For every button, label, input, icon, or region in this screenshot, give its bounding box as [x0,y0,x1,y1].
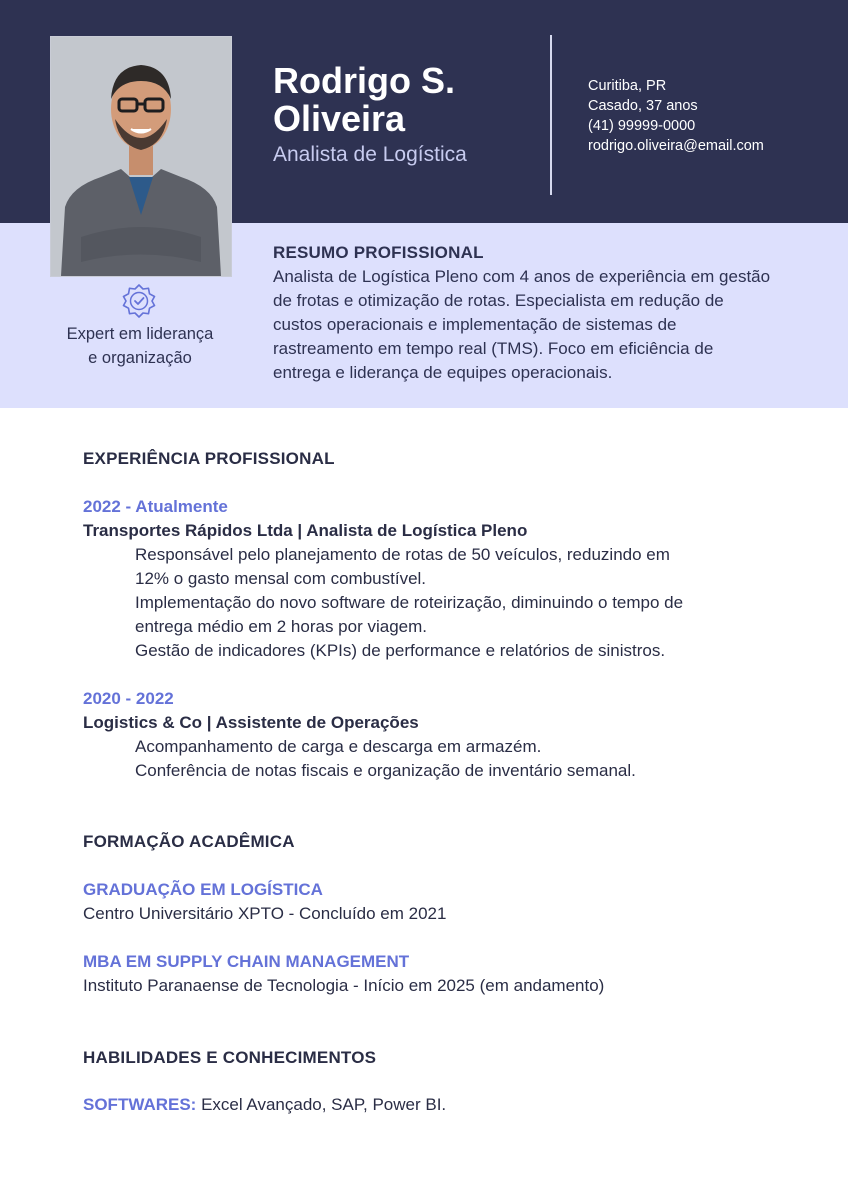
job-company: Logistics & Co | Assistente de Operações [83,713,419,732]
verified-badge-icon [121,283,157,319]
contact-email: rodrigo.oliveira@email.com [588,138,764,154]
job-title: Analista de Logística [273,143,467,166]
profile-photo [50,36,232,277]
summary-text: Analista de Logística Pleno com 4 anos de experiência em gestão de frotas e otimização de rotas. Especialista em redução de custos operacionais e implementação de sistemas de rastreamento em tempo real (TMS). Foco em eficiência de entrega e liderança de equipes operacionais. [273,267,771,382]
summary-title: RESUMO PROFISSIONAL [273,243,484,262]
badge-label-line2: e organização [88,349,192,367]
job-duty: Implementação do novo software de roteirização, diminuindo o tempo de entrega médio em 2 horas por viagem. [135,593,684,636]
badge-label-line1: Expert em liderança [66,325,214,343]
contact-phone: (41) 99999-0000 [588,118,696,134]
candidate-name [273,62,538,138]
candidate-name-line1: Rodrigo S. [273,60,455,101]
skills-title: HABILIDADES E CONHECIMENTOS [83,1048,377,1067]
job-duty: Gestão de indicadores (KPIs) de performance e relatórios de sinistros. [135,641,666,660]
skill-value: Excel Avançado, SAP, Power BI. [196,1095,447,1114]
badge-label [50,322,230,370]
contact-list [588,76,764,156]
contact-marital-age: Casado, 37 anos [588,98,698,114]
skill-key: SOFTWARES: [83,1095,197,1114]
experience-title: EXPERIÊNCIA PROFISSIONAL [83,449,335,468]
job-duty: Acompanhamento de carga e descarga em armazém. [135,737,542,756]
job-period: 2022 - Atualmente [83,497,228,516]
job-period: 2020 - 2022 [83,689,174,708]
candidate-name-line2: Oliveira [273,98,406,139]
job-duty: Conferência de notas fiscais e organização de inventário semanal. [135,761,636,780]
job-company: Transportes Rápidos Ltda | Analista de Logística Pleno [83,521,528,540]
contact-location: Curitiba, PR [588,78,667,94]
education-title: FORMAÇÃO ACADÊMICA [83,832,295,851]
degree-institution: Centro Universitário XPTO - Concluído em 2021 [83,904,447,923]
skill-softwares [83,1095,446,1115]
header-divider [550,35,552,195]
job-duty: Responsável pelo planejamento de rotas de 50 veículos, reduzindo em 12% o gasto mensal com combustível. [135,545,670,588]
degree-institution: Instituto Paranaense de Tecnologia - Início em 2025 (em andamento) [83,976,605,995]
job-duties [135,543,705,663]
job-duties [135,735,705,783]
degree-name: GRADUAÇÃO EM LOGÍSTICA [83,880,323,899]
degree-name: MBA EM SUPPLY CHAIN MANAGEMENT [83,952,410,971]
